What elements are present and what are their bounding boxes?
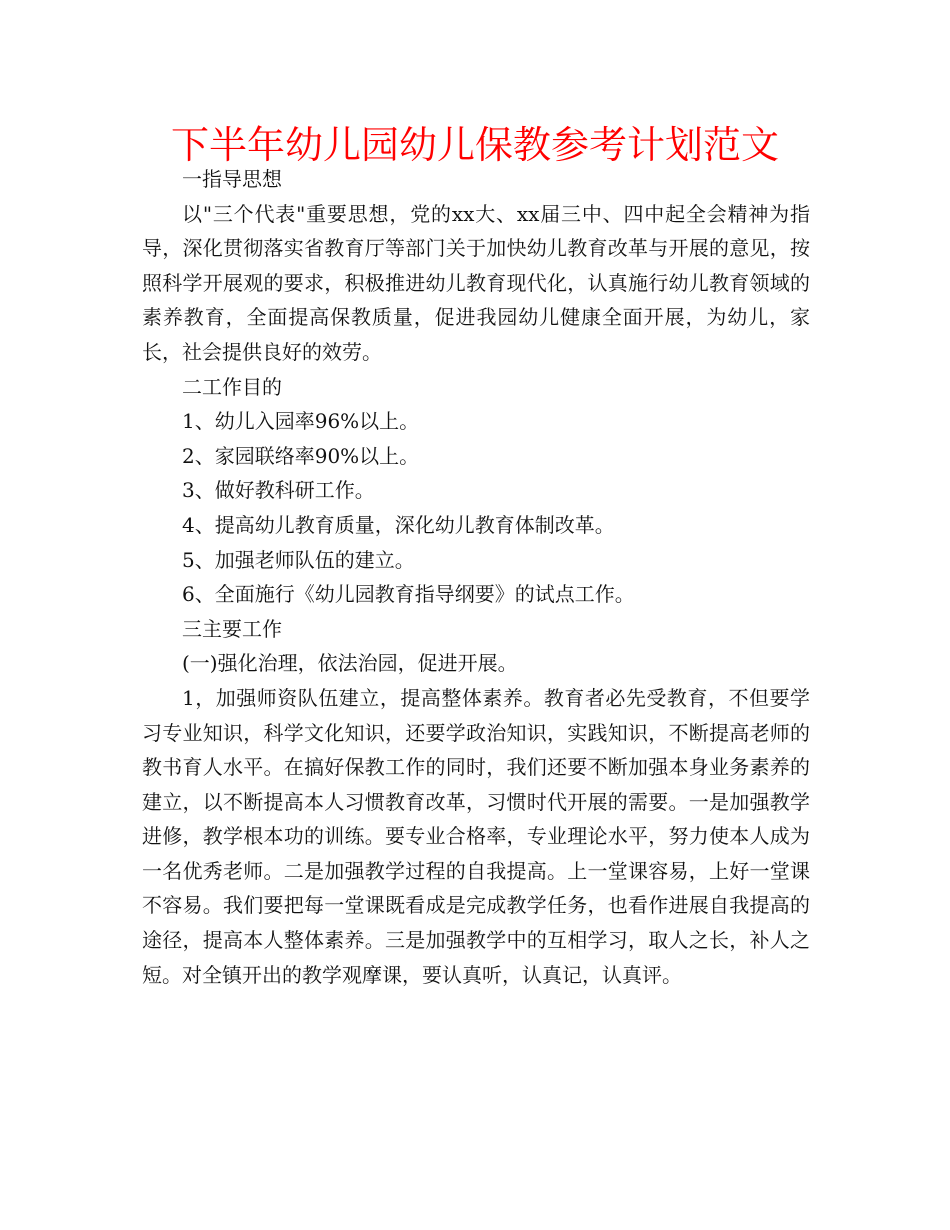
document-body (142, 162, 810, 992)
goal-item-6: 6、全面施行《幼儿园教育指导纲要》的试点工作。 (182, 582, 635, 607)
subsection-heading-management: (一)强化治理，依法治园，促进开展。 (182, 651, 518, 676)
section-heading-work-goals: 二工作目的 (182, 374, 282, 399)
goal-item-4: 4、提高幼儿教育质量，深化幼儿教育体制改革。 (182, 512, 615, 537)
section-heading-main-work: 三主要工作 (182, 616, 282, 641)
goal-item-3: 3、做好教科研工作。 (182, 478, 375, 503)
goal-item-2: 2、家园联络率90%以上。 (182, 443, 420, 468)
section-heading-guiding-thought: 一指导思想 (182, 167, 282, 191)
goal-item-1: 1、幼儿入园率96%以上。 (182, 409, 420, 434)
paragraph-guiding-thought: 以"三个代表"重要思想，党的xx大、xx届三中、四中起全会精神为指导，深化贯彻落实省教育厅等部门关于加快幼儿教育改革与开展的意见，按照科学开展观的要求，积极推进幼儿教育现代化，认真施行幼儿教育领域的素养教育，全面提高保教质量，促进我园幼儿健康全面开展，为幼儿，家长，社会提供良好的效劳。 (142, 201, 810, 364)
document-title: 下半年幼儿园幼儿保教参考计划范文 (170, 123, 779, 167)
paragraph-teacher-team: 1，加强师资队伍建立，提高整体素养。教育者必先受教育，不但要学习专业知识，科学文化知识，还要学政治知识，实践知识，不断提高老师的教书育人水平。在搞好保教工作的同时，我们还要不断加强本身业务素养的建立，以不断提高本人习惯教育改革，习惯时代开展的需要。一是加强教学进修，教学根本功的训练。要专业合格率，专业理论水平，努力使本人成为一名优秀老师。二是加强教学过程的自我提高。上一堂课容易，上好一堂课不容易。我们要把每一堂课既看成是完成教学任务，也看作进展自我提高的途径，提高本人整体素养。三是加强教学中的互相学习，取人之长，补人之短。对全镇开出的教学观摩课，要认真听，认真记，认真评。 (142, 685, 810, 987)
goal-item-5: 5、加强老师队伍的建立。 (182, 547, 415, 572)
